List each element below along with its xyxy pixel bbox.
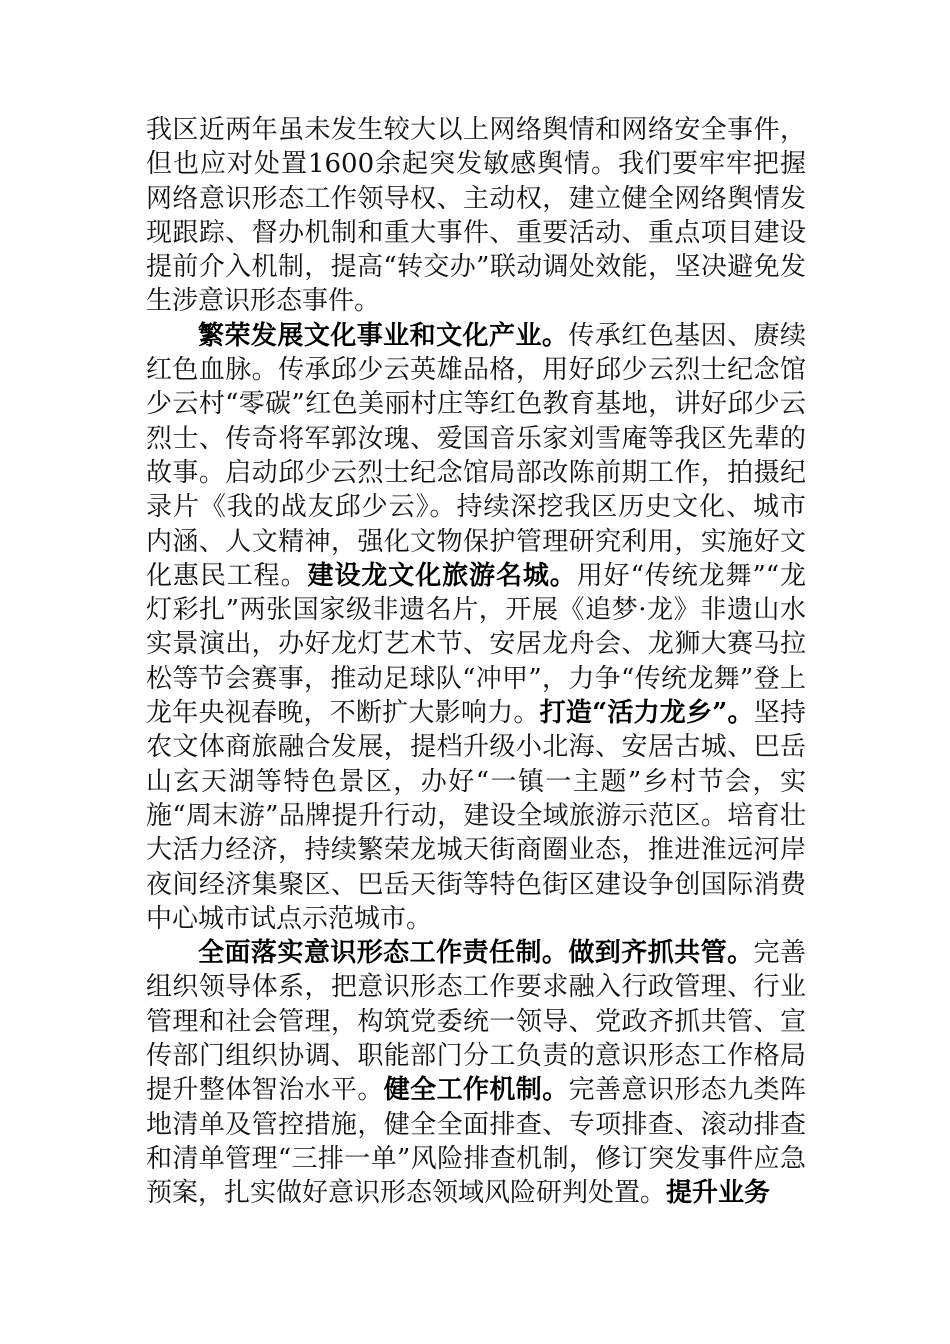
document-page	[146, 113, 806, 1211]
section-heading: 繁荣发展文化事业和文化产业。	[198, 320, 569, 351]
inline-heading: 提升业务	[666, 1178, 771, 1209]
paragraph-network-opinion	[146, 113, 806, 319]
inline-heading: 建设龙文化旅游名城。	[307, 560, 577, 591]
body-text: 用好“传统龙舞”“龙灯彩扎”两张国家级非遗名片，开展《追梦·龙》非遗山水实景演出，办好龙灯艺术节、安居龙舟会、龙狮大赛马拉松等节会赛事，推动足球队“冲甲”，力争“传统龙舞”登上龙年央视春晚，不断扩大影响力。	[146, 560, 806, 729]
paragraph-culture-industry	[146, 319, 806, 936]
section-heading: 全面落实意识形态工作责任制。做到齐抓共管。	[198, 938, 754, 969]
inline-heading: 健全工作机制。	[383, 1075, 569, 1106]
body-text: 传承红色基因、赓续红色血脉。传承邱少云英雄品格，用好邱少云烈士纪念馆少云村“零碳”红色美丽村庄等红色教育基地，讲好邱少云烈士、传奇将军郭汝瑰、爱国音乐家刘雪庵等我区先辈的故事。启动邱少云烈士纪念馆局部改陈前期工作，拍摄纪录片《我的战友邱少云》。持续深挖我区历史文化、城市内涵、人文精神，强化文物保护管理研究利用，实施好文化惠民工程。	[146, 320, 806, 591]
paragraph-ideology-responsibility	[146, 936, 806, 1210]
body-text: 我区近两年虽未发生较大以上网络舆情和网络安全事件，但也应对处置1600余起突发敏感舆情。我们要牢牢把握网络意识形态工作领导权、主动权，建立健全网络舆情发现跟踪、督办机制和重大事件、重要活动、重点项目建设提前介入机制，提高“转交办”联动调处效能，坚决避免发生涉意识形态事件。	[146, 115, 806, 317]
body-text: 完善组织领导体系，把意识形态工作要求融入行政管理、行业管理和社会管理，构筑党委统一领导、党政齐抓共管、宣传部门组织协调、职能部门分工负责的意识形态工作格局提升整体智治水平。	[146, 938, 806, 1106]
body-text: 坚持农文体商旅融合发展，提档升级小北海、安居古城、巴岳山玄天湖等特色景区，办好“一镇一主题”乡村节会，实施“周末游”品牌提升行动，建设全域旅游示范区。培育壮大活力经济，持续繁荣龙城天街商圈业态，推进淮远河岸夜间经济集聚区、巴岳天街等特色街区建设争创国际消费中心城市试点示范城市。	[146, 698, 806, 934]
body-text: 完善意识形态九类阵地清单及管控措施，健全全面排查、专项排查、滚动排查和清单管理“三排一单”风险排查机制，修订突发事件应急预案，扎实做好意识形态领域风险研判处置。	[146, 1075, 806, 1209]
inline-heading: 打造“活力龙乡”。	[539, 698, 754, 729]
